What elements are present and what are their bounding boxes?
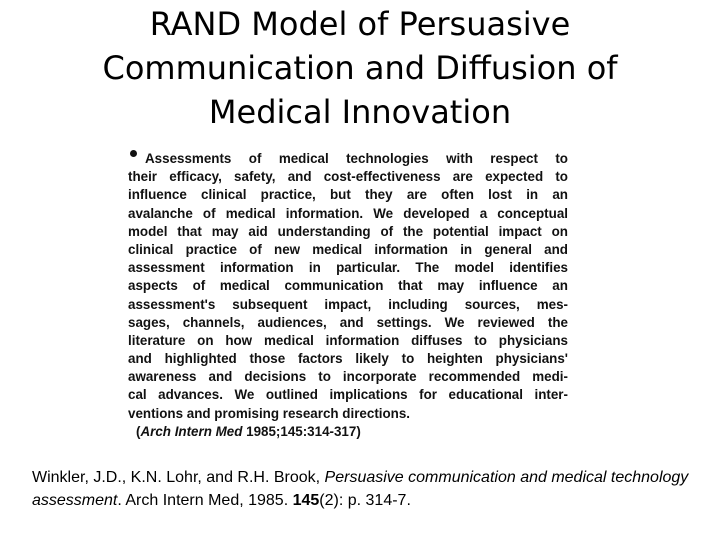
abstract-word: safety, [234, 169, 276, 185]
abstract-word: of [192, 278, 206, 294]
abstract-word: respect [490, 151, 538, 166]
abstract-word: are [406, 187, 427, 203]
abstract-word: lost [488, 187, 512, 203]
abstract-line [128, 259, 568, 277]
abstract-word: medical [225, 205, 276, 221]
reference-authors: Winkler, J.D., K.N. Lohr, and R.H. Brook, [32, 469, 325, 486]
abstract-word: audiences, [257, 314, 327, 330]
abstract-word: reviewed [477, 314, 535, 330]
abstract-word: implications [329, 387, 408, 403]
slide-title [40, 2, 680, 134]
abstract-word: information. [285, 205, 364, 221]
abstract-word: are [452, 169, 473, 185]
abstract-word: literature [128, 332, 186, 348]
abstract-word: aid [248, 223, 268, 239]
abstract-word: likely [355, 351, 389, 367]
abstract-word: efficacy, [169, 169, 222, 185]
abstract-word: on [551, 223, 568, 239]
abstract-word: understanding [277, 223, 371, 239]
abstract-line [128, 350, 568, 368]
abstract-word: potential [432, 223, 489, 239]
abstract-word: on [197, 332, 214, 348]
abstract-word: information [219, 260, 294, 276]
abstract-word: sages, [128, 314, 170, 330]
abstract-word: to [555, 169, 568, 185]
abstract-word: The [415, 260, 440, 276]
reference-article-title: Persuasive communication and medical technology assessment [32, 469, 689, 509]
abstract-word: assessment's [128, 296, 216, 312]
abstract-word: to [318, 369, 331, 385]
abstract-word: of [249, 241, 262, 257]
abstract-word: to [401, 351, 415, 367]
abstract-word: that [398, 278, 423, 294]
abstract-word: information [325, 332, 400, 348]
abstract-word: their [128, 169, 158, 185]
abstract-word: and [208, 369, 233, 385]
abstract-word: model [128, 223, 168, 239]
abstract-word: an [552, 187, 568, 203]
abstract-word: physicians [498, 332, 568, 348]
abstract-word: influence [478, 278, 538, 294]
abstract-line [128, 368, 568, 386]
citation-journal: Arch Intern Med [140, 423, 243, 439]
abstract-word: settings. [376, 314, 432, 330]
reference-pages: (2): p. 314-7. [319, 492, 411, 509]
bullet-icon [130, 150, 137, 157]
abstract-scan [128, 150, 568, 441]
abstract-line [128, 314, 568, 332]
abstract-word: Assessments [145, 151, 232, 166]
abstract-word: aspects [128, 278, 178, 294]
abstract-word: they [365, 187, 393, 203]
abstract-word: avalanche [128, 205, 193, 221]
abstract-word: educational [448, 387, 523, 403]
abstract-word: practice, [260, 187, 316, 203]
abstract-word: medi- [532, 369, 568, 385]
abstract-word: information [374, 241, 448, 257]
abstract-word: how [225, 332, 253, 348]
abstract-word: We [373, 205, 394, 221]
abstract-word: clinical [128, 241, 174, 257]
abstract-line [128, 241, 568, 259]
abstract-word: awareness [128, 369, 197, 385]
citation-open: ( [136, 423, 141, 439]
reference-journal: . Arch Intern Med, 1985. [117, 492, 293, 509]
abstract-word: practice [185, 241, 237, 257]
abstract-word: outlined [265, 387, 318, 403]
title-line-3: Medical Innovation [208, 93, 512, 131]
abstract-citation [128, 423, 568, 441]
abstract-word: and [128, 351, 152, 367]
abstract-line-text [145, 150, 568, 168]
abstract-line [128, 150, 568, 168]
abstract-word: may [211, 223, 239, 239]
abstract-word: and [339, 314, 364, 330]
abstract-word: identifies [509, 260, 568, 276]
abstract-word: factors [297, 351, 343, 367]
abstract-word: the [547, 314, 568, 330]
abstract-word: expected [485, 169, 544, 185]
abstract-word: particular. [336, 260, 401, 276]
abstract-word: of [248, 151, 262, 166]
abstract-word: clinical [201, 187, 247, 203]
abstract-word: including [388, 296, 448, 312]
abstract-word: to [474, 332, 487, 348]
abstract-word: inter- [534, 387, 568, 403]
abstract-word: the [402, 223, 424, 239]
abstract-word: influence [128, 187, 187, 203]
abstract-word: subsequent [232, 296, 308, 312]
abstract-word: impact, [324, 296, 372, 312]
abstract-word: those [249, 351, 286, 367]
abstract-word: to [555, 151, 568, 166]
abstract-word: We [234, 387, 255, 403]
abstract-word: decisions [244, 369, 307, 385]
abstract-word: and [287, 169, 312, 185]
reference-citation [32, 466, 692, 512]
abstract-word: medical [263, 332, 314, 348]
abstract-line [128, 205, 568, 223]
abstract-word: an [552, 278, 568, 294]
abstract-line [128, 277, 568, 295]
abstract-word: highlighted [164, 351, 237, 367]
abstract-word: advances. [158, 387, 223, 403]
title-line-2: Communication and Diffusion of [102, 49, 618, 87]
abstract-line [128, 223, 568, 241]
abstract-word: often [441, 187, 474, 203]
abstract-word: impact [498, 223, 542, 239]
abstract-word: new [274, 241, 301, 257]
abstract-line [128, 332, 568, 350]
abstract-word: may [437, 278, 465, 294]
abstract-word: incorporate [342, 369, 417, 385]
abstract-word: diffuses [411, 332, 463, 348]
abstract-line [128, 296, 568, 314]
abstract-word: medical [219, 278, 270, 294]
abstract-line [128, 186, 568, 204]
abstract-word: in [308, 260, 321, 276]
abstract-word: technologies [346, 151, 429, 166]
abstract-word: medical [278, 151, 329, 166]
abstract-word: physicians' [495, 351, 568, 367]
abstract-line [128, 386, 568, 404]
abstract-word: heighten [427, 351, 483, 367]
abstract-word: that [177, 223, 202, 239]
abstract-word: recommended [428, 369, 521, 385]
abstract-word: communication [284, 278, 384, 294]
abstract-word: a [479, 205, 488, 221]
abstract-line [128, 168, 568, 186]
abstract-word: assessment [128, 260, 205, 276]
abstract-word: conceptual [497, 205, 568, 221]
abstract-word: channels, [182, 314, 245, 330]
title-line-1: RAND Model of Persuasive [149, 5, 571, 43]
abstract-word: cost-effectiveness [323, 169, 441, 185]
abstract-word: cal [128, 387, 147, 403]
abstract-word: in [526, 187, 539, 203]
abstract-word: We [444, 314, 465, 330]
abstract-word: of [380, 223, 394, 239]
reference-volume: 145 [292, 492, 320, 509]
abstract-word: in [460, 241, 473, 257]
abstract-word: of [202, 205, 216, 221]
abstract-word: sources, [464, 296, 520, 312]
abstract-word: for [419, 387, 437, 403]
citation-rest: 1985;145:314-317) [242, 423, 361, 439]
abstract-word: but [329, 187, 351, 203]
abstract-line: ventions and promising research directions. [128, 405, 411, 421]
abstract-word: medical [312, 241, 363, 257]
abstract-word: with [446, 151, 473, 166]
abstract-word: developed [403, 205, 470, 221]
abstract-word: general [484, 241, 532, 257]
abstract-word: model [454, 260, 494, 276]
abstract-word: and [544, 241, 568, 257]
abstract-word: mes- [536, 296, 568, 312]
